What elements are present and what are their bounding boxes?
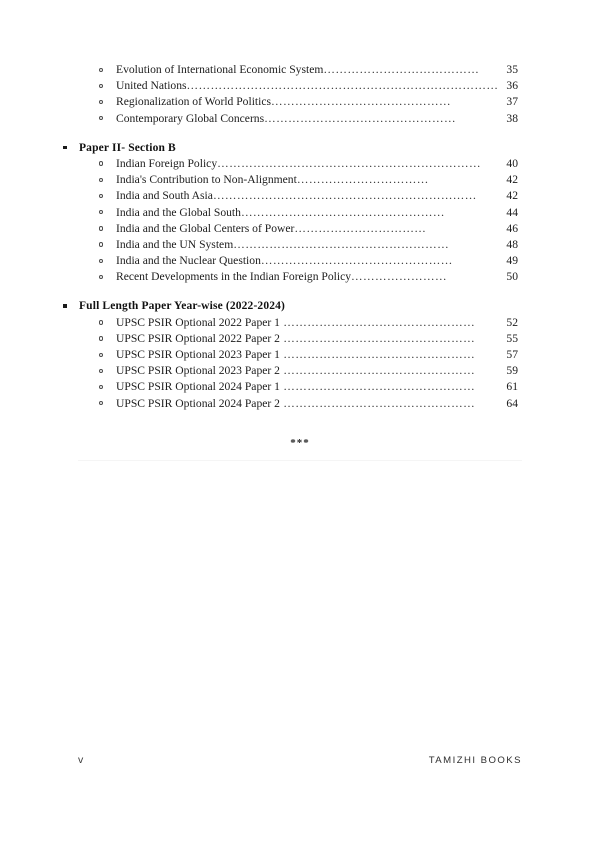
dot-leader: ………………………………………… <box>279 364 476 378</box>
toc-entry-page-number: 48 <box>506 237 518 251</box>
toc-entry[interactable] <box>0 363 600 379</box>
toc-group-paper-2-section-b <box>0 140 600 286</box>
toc-entry-page-number: 64 <box>506 396 518 410</box>
circle-bullet-icon <box>99 259 103 263</box>
dot-leader: ………………………………………………………… <box>212 189 477 203</box>
toc-entry-title: UPSC PSIR Optional 2022 Paper 2 <box>116 331 280 345</box>
dot-leader: ………………………………………… <box>264 111 457 125</box>
dot-leader: ………………………………………… <box>260 254 453 268</box>
circle-bullet-icon <box>99 320 103 324</box>
dot-leader: ………………………………………… <box>279 348 476 362</box>
toc-entry[interactable] <box>0 94 600 110</box>
footer-brand-label: TAMIZHI BOOKS <box>428 754 522 766</box>
dot-leader: …………………………………………… <box>240 205 445 219</box>
circle-bullet-icon <box>99 242 103 246</box>
dot-leader: ………………………………… <box>323 63 480 76</box>
toc-entry[interactable] <box>0 331 600 347</box>
toc-entry-title: UPSC PSIR Optional 2022 Paper 1 <box>116 315 280 329</box>
dot-leader: …………………………… <box>294 221 427 235</box>
square-bullet-icon <box>63 146 67 150</box>
toc-entry[interactable] <box>0 111 600 127</box>
toc-entry-page-number: 40 <box>506 156 518 170</box>
section-end-divider: *** <box>290 437 310 449</box>
toc-entry-page-number: 46 <box>506 221 518 235</box>
toc-entry-title: Contemporary Global Concerns <box>116 111 265 125</box>
toc-entry-title: UPSC PSIR Optional 2024 Paper 2 <box>116 396 280 410</box>
page-footer <box>78 752 522 768</box>
toc-entry-title: UPSC PSIR Optional 2023 Paper 2 <box>116 364 280 378</box>
toc-entry[interactable] <box>0 156 600 172</box>
toc-entry-title: India's Contribution to Non-Alignment <box>116 173 297 187</box>
toc-entry-page-number: 38 <box>506 111 518 125</box>
toc-group-heading <box>0 298 600 314</box>
toc-entry[interactable] <box>0 205 600 221</box>
circle-bullet-icon <box>99 353 103 357</box>
horizontal-rule <box>78 460 522 461</box>
toc-entry-page-number: 42 <box>506 189 518 203</box>
dot-leader: ……………………………………… <box>271 95 451 109</box>
toc-entry-title: Recent Developments in the Indian Foreign Policy <box>116 270 352 284</box>
toc-entry-page-number: 49 <box>506 254 518 268</box>
dot-leader: …………………………… <box>296 173 429 187</box>
circle-bullet-icon <box>99 275 103 279</box>
toc-entry-title: India and the Global South <box>116 205 241 219</box>
dot-leader: …………………… <box>351 270 447 284</box>
circle-bullet-icon <box>99 194 103 198</box>
dot-leader: ……………………………………………… <box>233 237 450 251</box>
toc-entry[interactable] <box>0 347 600 363</box>
toc-entry[interactable] <box>0 78 600 94</box>
circle-bullet-icon <box>99 84 103 88</box>
dot-leader: ………………………………………… <box>279 396 476 410</box>
circle-bullet-icon <box>99 401 103 405</box>
dot-leader: ………………………………………… <box>279 380 476 394</box>
group-spacer <box>0 285 600 298</box>
footer-page-number: v <box>78 754 84 766</box>
toc-entry-title: India and the Nuclear Question <box>116 254 261 268</box>
square-bullet-icon <box>63 304 67 308</box>
circle-bullet-icon <box>99 385 103 389</box>
toc-entry[interactable] <box>0 221 600 237</box>
circle-bullet-icon <box>99 226 103 230</box>
toc-entry[interactable] <box>0 62 600 78</box>
toc-entry[interactable] <box>0 188 600 204</box>
toc-group-continuation <box>0 62 600 127</box>
toc-entry[interactable] <box>0 172 600 188</box>
circle-bullet-icon <box>99 100 103 104</box>
circle-bullet-icon <box>99 161 103 165</box>
toc-entry[interactable] <box>0 237 600 253</box>
toc-entry-page-number: 37 <box>506 95 518 109</box>
toc-entry-title: United Nations <box>116 79 187 93</box>
toc-entry[interactable] <box>0 396 600 412</box>
toc-entry-page-number: 57 <box>506 348 518 362</box>
circle-bullet-icon <box>99 336 103 340</box>
toc-entry-title: Regionalization of World Politics <box>116 95 272 109</box>
toc-entry[interactable] <box>0 315 600 331</box>
toc-group-heading-label: Full Length Paper Year-wise (2022-2024) <box>79 300 286 313</box>
toc-entry-page-number: 52 <box>506 315 518 329</box>
toc-entry-title: India and the Global Centers of Power <box>116 221 295 235</box>
toc-group-heading-label: Paper II- Section B <box>79 141 176 154</box>
toc-entry-page-number: 59 <box>506 364 518 378</box>
toc-entry-page-number: 42 <box>506 173 518 187</box>
toc-group-full-length-papers <box>0 298 600 411</box>
toc-entry-title: Evolution of International Economic System <box>116 63 324 76</box>
dot-leader: …………………………………………………………………… <box>186 79 499 93</box>
toc-entry-page-number: 50 <box>506 270 518 284</box>
toc-entry[interactable] <box>0 253 600 269</box>
toc-entry-title: UPSC PSIR Optional 2023 Paper 1 <box>116 348 280 362</box>
toc-entry[interactable] <box>0 379 600 395</box>
circle-bullet-icon <box>99 68 103 72</box>
toc-entry-page-number: 36 <box>506 79 518 93</box>
toc-entry-page-number: 44 <box>506 205 518 219</box>
toc-entry-page-number: 35 <box>506 63 518 76</box>
circle-bullet-icon <box>99 116 103 120</box>
circle-bullet-icon <box>99 210 103 214</box>
toc-entry-title: UPSC PSIR Optional 2024 Paper 1 <box>116 380 280 394</box>
toc-entry-title: India and South Asia <box>116 189 213 203</box>
toc-entry[interactable] <box>0 269 600 285</box>
circle-bullet-icon <box>99 178 103 182</box>
toc-entry-title: India and the UN System <box>116 237 234 251</box>
toc-group-heading <box>0 140 600 156</box>
table-of-contents <box>0 62 600 412</box>
dot-leader: ………………………………………… <box>279 315 476 329</box>
group-spacer <box>0 127 600 140</box>
dot-leader: ………………………………………………………… <box>217 156 481 170</box>
circle-bullet-icon <box>99 369 103 373</box>
toc-entry-title: Indian Foreign Policy <box>116 156 218 170</box>
toc-entry-page-number: 61 <box>506 380 518 394</box>
dot-leader: ………………………………………… <box>279 331 476 345</box>
toc-entry-page-number: 55 <box>506 331 518 345</box>
